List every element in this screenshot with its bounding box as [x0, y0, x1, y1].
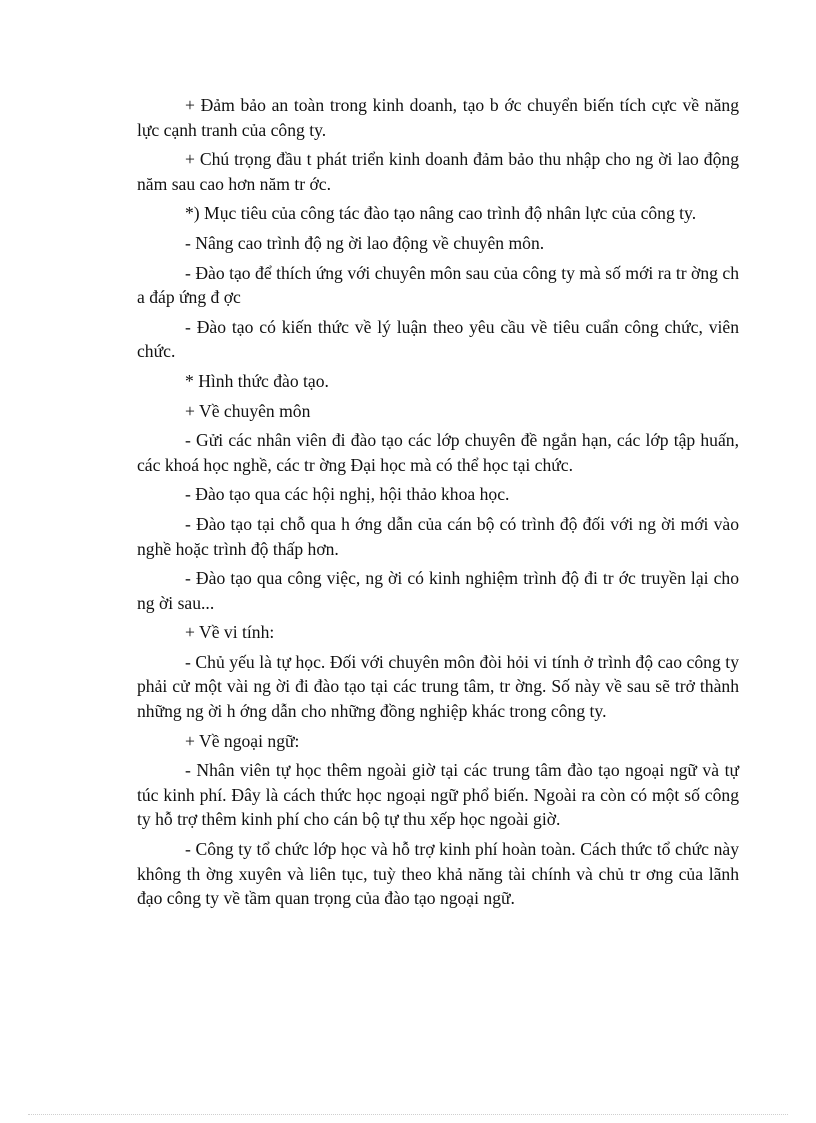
paragraph-7: * Hình thức đào tạo. — [185, 370, 329, 391]
paragraph-15: + Về ngoại ngữ: — [185, 730, 300, 751]
paragraph-8: + Về chuyên môn — [185, 400, 311, 421]
paragraph-6: - Đào tạo có kiến thức về lý luận theo yêu cầu về tiêu cuẩn công chức, viên chức. — [137, 316, 739, 362]
paragraph-9: - Gửi các nhân viên đi đào tạo các lớp chuyên đề ngắn hạn, các lớp tập huấn, các khoá học nghề, các tr ờng Đại học mà có thể học tại chức. — [137, 430, 739, 475]
paragraph-13: + Về vi tính: — [185, 622, 275, 643]
page-bottom-divider — [28, 1114, 788, 1115]
paragraph-10: - Đào tạo qua các hội nghị, hội thảo khoa học. — [185, 484, 510, 505]
paragraph-12: - Đào tạo qua công việc, ng ời có kinh nghiệm trình độ đi tr ớc truyền lại cho ng ời sau... — [137, 568, 739, 613]
paragraph-4: - Nâng cao trình độ ng ời lao động về chuyên môn. — [185, 232, 545, 253]
paragraph-1: + Đảm bảo an toàn trong kinh doanh, tạo b ớc chuyển biến tích cực về năng lực cạnh tranh của công ty. — [137, 95, 739, 140]
paragraph-2: + Chú trọng đầu t phát triển kinh doanh đảm bảo thu nhập cho ng ời lao động năm sau cao hơn năm tr ớc. — [137, 149, 739, 194]
paragraph-5: - Đào tạo để thích ứng với chuyên môn sau của công ty mà số mới ra tr ờng ch a đáp ứng đ ợc — [137, 262, 739, 308]
paragraph-11: - Đào tạo tại chỗ qua h ớng dẫn của cán bộ có trình độ đối với ng ời mới vào nghề hoặc trình độ thấp hơn. — [137, 513, 739, 559]
paragraph-16: - Nhân viên tự học thêm ngoài giờ tại các trung tâm đào tạo ngoại ngữ và tự túc kinh phí. Đây là cách thức học ngoại ngữ phổ biến. Ngoài ra còn có một số công ty hỗ trợ thêm kinh phí cho cán bộ tự thu xếp học ngoài giờ. — [137, 760, 739, 830]
paragraph-3: *) Mục tiêu của công tác đào tạo nâng cao trình độ nhân lực của công ty. — [185, 203, 697, 224]
paragraph-14: - Chủ yếu là tự học. Đối với chuyên môn đòi hỏi vi tính ở trình độ cao công ty phải cử một vài ng ời đi đào tạo tại các trung tâm, tr ờng. Số này về sau sẽ trở thành những ng ời h ớng dẫn cho những đồng nghiệp khác trong công ty. — [137, 651, 739, 722]
document-page — [137, 93, 739, 916]
paragraph-17: - Công ty tổ chức lớp học và hỗ trợ kinh phí hoàn toàn. Cách thức tổ chức này không th ờng xuyên và liên tục, tuỳ theo khả năng tài chính và chủ tr ơng của lãnh đạo công ty về tầm quan trọng của đào tạo ngoại ngữ. — [137, 839, 739, 909]
